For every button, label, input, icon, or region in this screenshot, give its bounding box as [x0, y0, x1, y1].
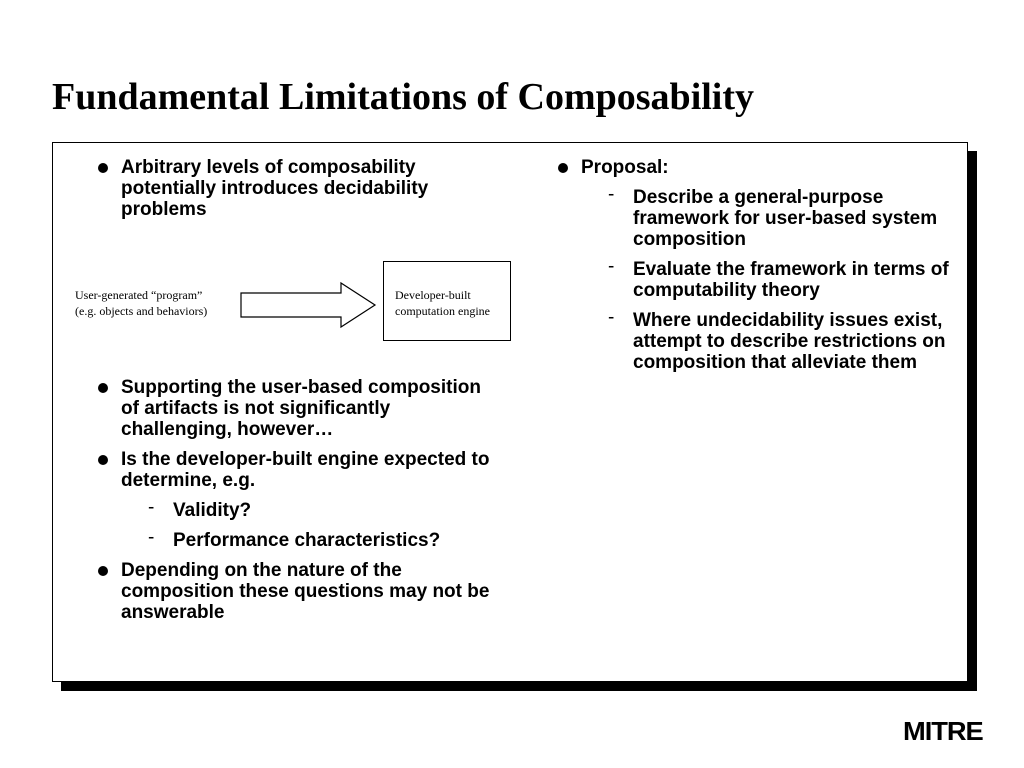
bullet-item — [553, 157, 953, 178]
bullet-dot-icon — [98, 383, 108, 393]
bullet-text: Is the developer-built engine expected to determine, e.g. — [121, 449, 490, 491]
sub-bullet-item — [553, 256, 953, 301]
dash-icon: - — [148, 527, 155, 548]
mitre-logo: MITRE — [903, 716, 983, 746]
sub-bullet-item — [93, 527, 493, 551]
sub-bullet-item — [553, 184, 953, 250]
bullet-text: Depending on the nature of the composition these questions may not be answerable — [121, 560, 490, 623]
dash-icon: - — [148, 497, 155, 518]
sub-bullet-text: Validity? — [173, 500, 252, 521]
engine-label-line1: Developer-built — [395, 288, 471, 302]
arrow-right-icon — [239, 281, 379, 331]
sub-bullet-text: Performance characteristics? — [173, 530, 441, 551]
sub-bullet-item — [553, 307, 953, 373]
dash-icon: - — [608, 256, 615, 277]
slide-title: Fundamental Limitations of Composability — [52, 76, 755, 118]
sub-bullet-item — [93, 497, 493, 521]
bullet-item — [93, 449, 493, 491]
bullet-dot-icon — [558, 163, 568, 173]
sub-bullet-text: Evaluate the framework in terms of computability theory — [633, 259, 949, 301]
bullet-item — [93, 157, 493, 220]
dash-icon: - — [608, 307, 615, 328]
dash-icon: - — [608, 184, 615, 205]
content-panel — [52, 142, 968, 682]
right-column — [553, 157, 953, 382]
sub-bullet-text: Where undecidability issues exist, attempt to describe restrictions on composition that alleviate them — [633, 310, 946, 373]
program-label-line1: User-generated “program” — [75, 288, 203, 302]
bullet-text: Proposal: — [581, 157, 669, 178]
program-label-line2: (e.g. objects and behaviors) — [75, 304, 208, 318]
bullet-text: Arbitrary levels of composability potentially introduces decidability problems — [121, 157, 429, 220]
bullet-item — [93, 377, 493, 440]
composition-diagram — [73, 261, 533, 346]
engine-label-line2: computation engine — [395, 304, 490, 318]
bullet-dot-icon — [98, 163, 108, 173]
bullet-text: Supporting the user-based composition of artifacts is not significantly challenging, however… — [121, 377, 481, 440]
sub-bullet-text: Describe a general-purpose framework for user-based system composition — [633, 187, 938, 250]
bullet-item — [93, 560, 493, 623]
bullet-dot-icon — [98, 566, 108, 576]
left-column — [93, 157, 493, 229]
left-column-lower — [93, 377, 493, 632]
bullet-dot-icon — [98, 455, 108, 465]
